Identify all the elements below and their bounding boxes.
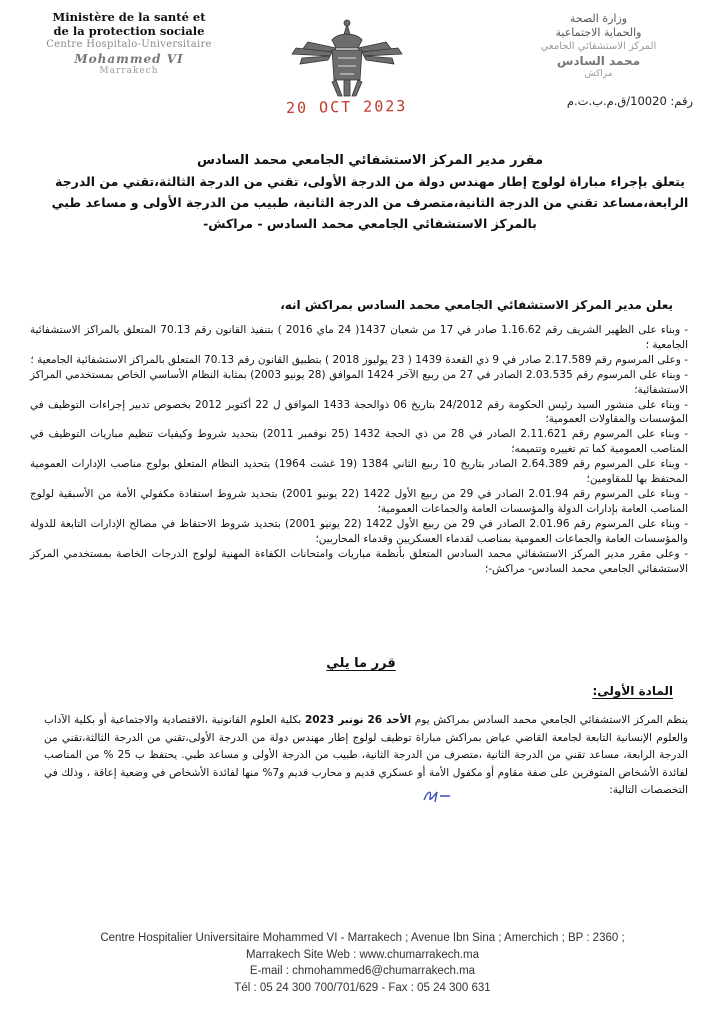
header-arabic: [486, 12, 711, 80]
list-item: - وعلى المرسوم رقم 2.17.589 صادر في 9 ذي القعدة 1439 ( 23 يوليوز 2018 ) بتطبيق القانون رقم 70.13 المتعلق بالمراكز الاستشفائية الجامعية ؛: [30, 353, 688, 366]
reference-number: رقم: 10020/ق.م.ب.ت.م: [566, 94, 693, 108]
city-fr: Marrakech: [99, 66, 159, 76]
footer-email: E-mail : chmohammed6@chumarrakech.ma: [249, 965, 476, 977]
ministry-subtitle-ar: والحماية الاجتماعية: [555, 26, 642, 39]
initials-signature-icon: [420, 786, 460, 806]
decision-title-line2: يتعلق بإجراء مباراة لولوج إطار مهندس دولة من الدرجة الأولى، تقني من الدرجة الثالثة،تقني من الدرجة الرابعة،مساعد تقني من الدرجة الثانية،متصرف من الدرجة الثانية، طبيب من الدرجة الأولى و مساعد طبي بالمركز الاستشفائي الجامعي محمد السادس - مراكش-: [51, 174, 689, 231]
exam-date: الأحد 26 نونبر 2023: [304, 714, 412, 726]
footer-phone-fax: Tél : 05 24 300 700/701/629 - Fax : 05 24 300 631: [234, 981, 491, 994]
footer-website: Marrakech Site Web : www.chumarrakech.ma: [245, 948, 480, 961]
decides-heading: قرر ما يلي: [326, 656, 396, 671]
header-french: [14, 10, 244, 77]
hospital-king-fr: Mohammed VI: [74, 52, 184, 66]
announcement: يعلن مدير المركز الاستشفائي الجامعي محمد السادس بمراكش انه،: [280, 298, 673, 312]
hospital-name-fr: Centre Hospitalo-Universitaire: [46, 39, 212, 50]
decision-title: [40, 150, 700, 234]
article-text-part1: ينظم المركز الاستشفائي الجامعي محمد السادس بمراكش يوم: [411, 714, 688, 726]
list-item: - وبناء على المرسوم رقم 2.01.96 الصادر في 29 من ربيع الأول 1422 (22 يونيو 2001) بتحديد شروط الاحتفاظ في مصالح الإدارات التابعة للدولة والمؤسسات العامة والجماعات العمومية بمناصب لقدماء العسكريين وقدماء المحاربين؛: [30, 517, 688, 545]
article-one-body: [44, 712, 688, 800]
city-ar: مراكش: [584, 69, 613, 79]
hospital-name-ar: المركز الاستشفائي الجامعي: [540, 41, 657, 52]
article-text-part2: بكلية العلوم القانونية ،الاقتصادية والاجتماعية أو بكلية الآداب والعلوم الإنسانية التابعة لجامعة القاضي عياض بمراكش مباراة توظيف لولوج إطار مهندس دولة من الدرجة الأولى،تقني من الدرجة الثالثة،تقني من الدرجة الرابعة، مساعد تقني من الدرجة الثانية ،متصرف من الدرجة الثانية، طبيب من الدرجة الأولى و مساعد طبي. يحتفظ ب 25 % من المناصب لفائدة الأشخاص المتوفرين على صفة مقاوم أو مكفول الأمة أو عسكري قديم و محارب قديم و7% منها لفائدة الأشخاص في وضعية إعاقة ، وذلك في التخصصات التالية:: [44, 714, 688, 796]
ministry-subtitle-fr: de la protection sociale: [53, 24, 205, 38]
considerations-list: [30, 323, 688, 576]
royal-crown-emblem-icon: [288, 18, 406, 98]
ministry-name-ar: وزارة الصحة: [569, 12, 628, 25]
ministry-name-fr: Ministère de la santé et: [52, 10, 206, 24]
decision-title-line1: مقرر مدير المركز الاستشفائي الجامعي محمد السادس: [197, 153, 543, 168]
list-item: - وبناء على المرسوم رقم 2.03.535 الصادر في 27 من ربيع الآخر 1424 الموافق (28 يونيو 2003) بمثابة النظام الأساسي الخاص بمستخدمي المراكز الاستشفائية؛: [30, 368, 688, 396]
list-item: - وبناء على المرسوم رقم 2.11.621 الصادر في 28 من ذي الحجة 1432 (25 نوفمبر 2011) بتحديد شروط وكيفيات تنظيم مباريات التوظيف في المناصب العمومية كما تم تغييره وتتميمه؛: [30, 428, 689, 456]
footer-contact: [40, 930, 685, 996]
list-item: - وبناء على المرسوم رقم 2.01.94 الصادر في 29 من ربيع الأول 1422 (22 يونيو 2001) بتحديد شروط استفادة مكفولي الأمة من الأسبقية لولوج المناصب العامة بإدارات الدولة والمؤسسات العامة والجماعات العمومية؛: [30, 487, 689, 515]
list-item: - وعلى مقرر مدير المركز الاستشفائي محمد السادس المتعلق بأنظمة مباريات وامتحانات الكفاءة المهنية لولوج الدرجات الخاصة بمستخدمي المركز الاستشفائي الجامعي محمد السادس- مراكش-؛: [30, 547, 688, 575]
article-one-title: المادة الأولى:: [592, 684, 673, 698]
footer-address: Centre Hospitalier Universitaire Mohammed VI - Marrakech ; Avenue Ibn Sina ; Amerchich ; BP : 2360 ;: [100, 932, 625, 944]
list-item: - وبناء على المرسوم رقم 2.64.389 الصادر بتاريخ 10 ربيع الثاني 1384 (19 غشت 1964) بتحديد النظام المتعلق بولوج مناصب الإدارات العمومية المحتفظ بها للمقاومين؛: [30, 458, 689, 486]
list-item: - وبناء على الظهير الشريف رقم 1.16.62 صادر في 17 من شعبان 1437( 24 ماي 2016 ) بتنفيذ القانون رقم 70.13 المتعلق بالمراكز الاستشفائية الجامعية ؛: [30, 324, 689, 351]
hospital-king-ar: محمد السادس: [556, 54, 641, 68]
date-stamp: 20 OCT 2023: [285, 96, 408, 118]
list-item: - وبناء على منشور السيد رئيس الحكومة رقم 24/2012 بتاريخ 06 ذوالحجة 1433 الموافق ل 22 أكتوبر 2012 بخصوص تدبير إجراءات التوظيف في المؤسسات والمقاولات العمومية؛: [30, 398, 688, 426]
